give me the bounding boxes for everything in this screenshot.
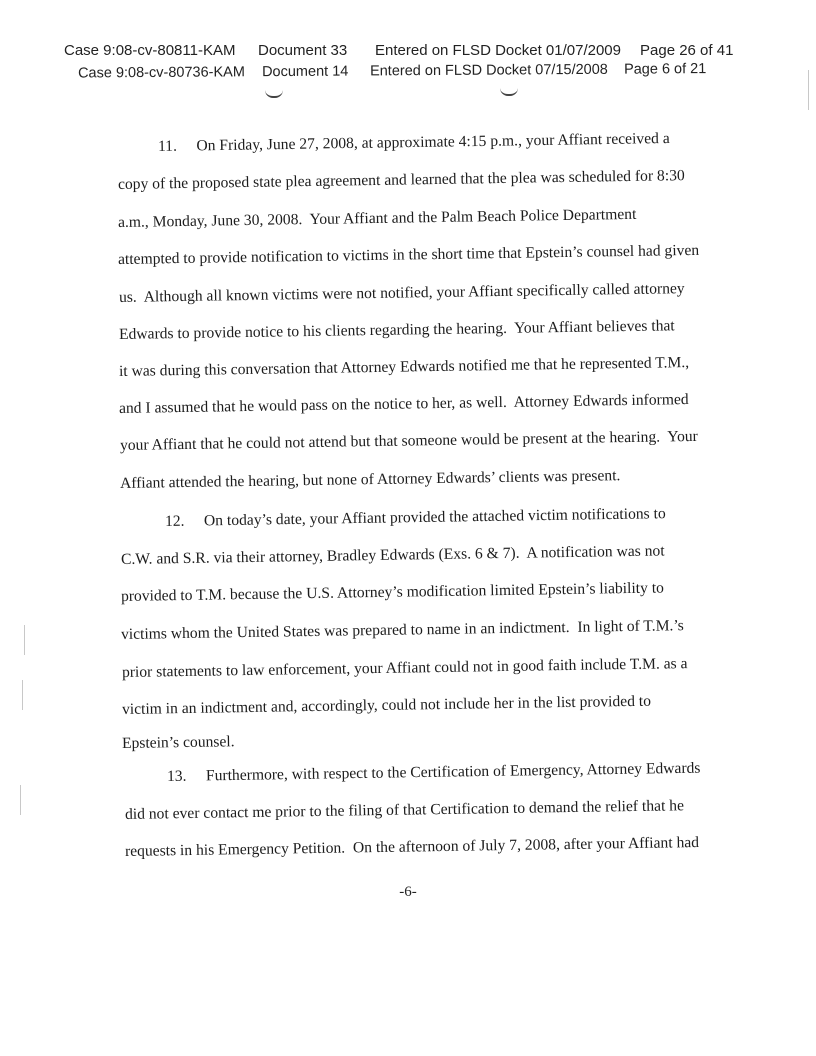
paragraph-line: and I assumed that he would pass on the notice to her, as well. Attorney Edwards informed xyxy=(118,391,689,417)
paragraph-line: victim in an indictment and, accordingly, could not include her in the list provided to xyxy=(121,692,652,718)
header-case-number: Case 9:08-cv-80811-KAM xyxy=(64,42,236,59)
header-document-number: Document 33 xyxy=(258,42,348,59)
paragraph-line: attempted to provide notification to victims in the short time that Epstein’s counsel had given xyxy=(117,241,700,268)
paragraph-line: a.m., Monday, June 30, 2008. Your Affiant and the Palm Beach Police Department xyxy=(117,205,637,231)
paragraph-line: 12. On today’s date, your Affiant provided the attached victim notifications to xyxy=(164,505,666,530)
paragraph-line: Epstein’s counsel. xyxy=(121,733,235,752)
header-page-count: Page 6 of 21 xyxy=(623,61,707,78)
paragraph-line: victims whom the United States was prepared to name in an indictment. In light of T.M.’s xyxy=(120,617,684,643)
paragraph-line: Edwards to provide notice to his clients regarding the hearing. Your Affiant believes that xyxy=(118,317,675,343)
header-entered-date: Entered on FLSD Docket 01/07/2009 xyxy=(375,42,621,59)
paragraph-line: Affiant attended the hearing, but none of Attorney Edwards’ clients was present. xyxy=(119,467,621,492)
header-entered-date: Entered on FLSD Docket 07/15/2008 xyxy=(369,61,608,80)
header-document-number: Document 14 xyxy=(261,63,349,81)
paragraph-line: 13. Furthermore, with respect to the Certification of Emergency, Attorney Edwards xyxy=(166,759,701,785)
paragraph-line: did not ever contact me prior to the filing of that Certification to demand the relief that he xyxy=(124,797,685,823)
paragraph-line: us. Although all known victims were not notified, your Affiant specifically called attorney xyxy=(118,280,685,306)
paragraph-line: C.W. and S.R. via their attorney, Bradley Edwards (Exs. 6 & 7). A notification was not xyxy=(120,542,665,568)
paragraph-line: it was during this conversation that Attorney Edwards notified me that he represented T.M., xyxy=(118,354,690,380)
paragraph-line: copy of the proposed state plea agreement and learned that the plea was scheduled for 8:30 xyxy=(117,167,685,193)
paragraph-line: 11. On Friday, June 27, 2008, at approximate 4:15 p.m., your Affiant received a xyxy=(157,129,670,155)
paragraph-line: provided to T.M. because the U.S. Attorney’s modification limited Epstein’s liability to xyxy=(120,579,665,605)
paragraph-line: your Affiant that he could not attend but that someone would be present at the hearing. Your xyxy=(119,427,698,454)
paragraph-line: requests in his Emergency Petition. On the afternoon of July 7, 2008, after your Affiant had xyxy=(124,833,700,860)
header-case-number: Case 9:08-cv-80736-KAM xyxy=(77,64,245,82)
page-number: -6- xyxy=(399,884,417,900)
header-page-count: Page 26 of 41 xyxy=(640,42,734,59)
paragraph-line: prior statements to law enforcement, your Affiant could not in good faith include T.M. as a xyxy=(121,655,688,681)
